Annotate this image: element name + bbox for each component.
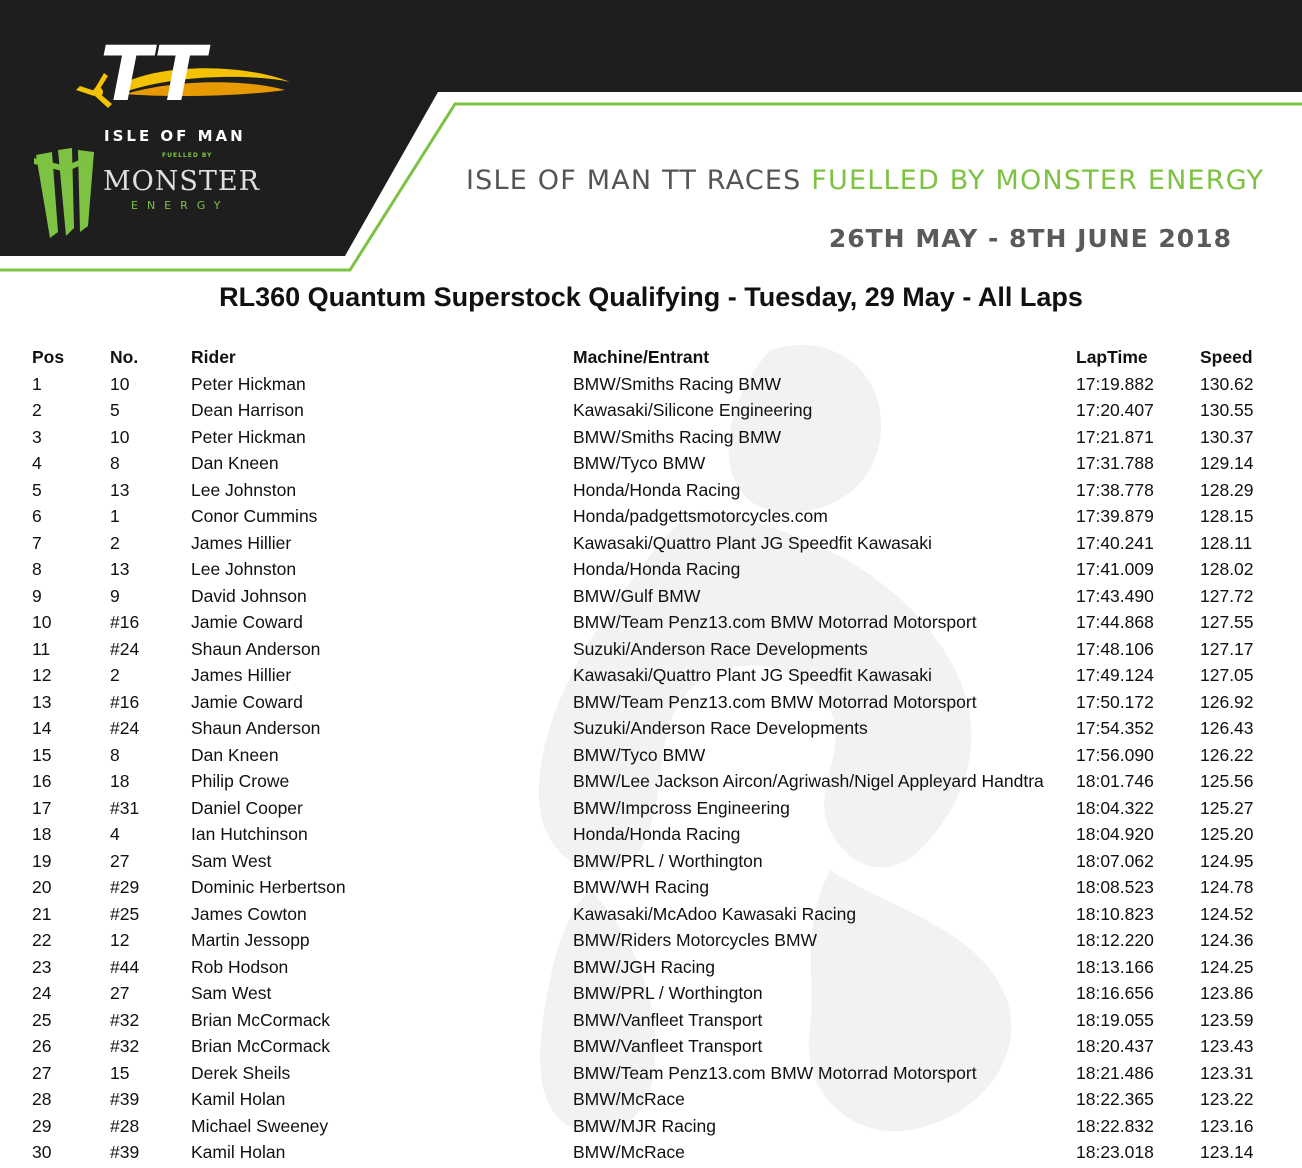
cell-rider: Jamie Coward: [191, 612, 303, 632]
cell-rider: Dan Kneen: [191, 744, 279, 765]
cell-speed: 123.22: [1200, 1089, 1254, 1109]
cell-pos: 19: [32, 850, 52, 871]
table-row: [0, 795, 1302, 822]
cell-pos: 23: [32, 956, 52, 977]
column-header-machine: Machine/Entrant: [573, 347, 710, 367]
cell-number: 10: [110, 373, 130, 394]
table-body: [0, 371, 1302, 1166]
cell-rider: Shaun Anderson: [191, 638, 321, 659]
cell-pos: 18: [32, 824, 52, 844]
cell-rider: Sam West: [191, 850, 272, 871]
cell-speed: 126.22: [1200, 744, 1254, 765]
table-row: [0, 954, 1302, 981]
cell-rider: Jamie Coward: [191, 691, 303, 712]
cell-number: 27: [110, 850, 130, 871]
cell-pos: 21: [32, 903, 52, 924]
cell-number: #24: [110, 638, 140, 659]
cell-laptime: 18:22.832: [1076, 1115, 1154, 1136]
cell-speed: 124.36: [1200, 930, 1254, 950]
cell-number: 1: [110, 506, 120, 526]
cell-number: #16: [110, 691, 140, 712]
cell-speed: 123.16: [1200, 1115, 1254, 1136]
cell-speed: 123.31: [1200, 1062, 1254, 1083]
cell-number: 5: [110, 400, 120, 420]
cell-machine: Kawasaki/Silicone Engineering: [573, 400, 813, 420]
cell-machine: Honda/Honda Racing: [573, 824, 741, 844]
cell-laptime: 17:40.241: [1076, 532, 1154, 553]
cell-pos: 26: [32, 1036, 52, 1056]
cell-pos: 3: [32, 426, 42, 447]
cell-rider: Lee Johnston: [191, 479, 297, 500]
cell-pos: 6: [32, 506, 42, 526]
cell-pos: 27: [32, 1062, 52, 1083]
table-row: [0, 662, 1302, 689]
cell-rider: Ian Hutchinson: [191, 824, 308, 844]
cell-laptime: 18:08.523: [1076, 877, 1154, 897]
table-row: [0, 715, 1302, 742]
cell-laptime: 18:04.322: [1076, 797, 1154, 818]
cell-machine: BMW/PRL / Worthington: [573, 983, 763, 1003]
cell-machine: Honda/Honda Racing: [573, 479, 741, 500]
table-row: [0, 1060, 1302, 1087]
cell-machine: Kawasaki/Quattro Plant JG Speedfit Kawasaki: [573, 665, 932, 685]
cell-machine: BMW/Vanfleet Transport: [573, 1009, 763, 1030]
cell-pos: 11: [32, 638, 51, 659]
cell-laptime: 17:21.871: [1076, 426, 1154, 447]
event-title-sponsor: FUELLED BY MONSTER ENERGY: [811, 165, 1265, 196]
cell-pos: 28: [32, 1089, 52, 1109]
cell-laptime: 17:44.868: [1076, 612, 1154, 632]
event-title: [466, 165, 1264, 196]
cell-rider: Lee Johnston: [191, 559, 297, 579]
cell-speed: 129.14: [1200, 453, 1254, 473]
cell-number: 8: [110, 453, 120, 473]
cell-machine: BMW/Team Penz13.com BMW Motorrad Motorsport: [573, 612, 977, 632]
table-row: [0, 397, 1302, 424]
cell-rider: Conor Cummins: [191, 506, 318, 526]
cell-laptime: 18:07.062: [1076, 850, 1154, 871]
cell-machine: BMW/WH Racing: [573, 877, 710, 897]
cell-laptime: 17:49.124: [1076, 665, 1154, 685]
table-row: [0, 477, 1302, 504]
cell-laptime: 17:56.090: [1076, 744, 1154, 765]
results-table: [0, 344, 1302, 1166]
cell-speed: 130.37: [1200, 426, 1254, 447]
cell-speed: 126.92: [1200, 691, 1254, 712]
cell-pos: 9: [32, 585, 42, 606]
cell-speed: 128.11: [1200, 532, 1253, 553]
table-row: [0, 450, 1302, 477]
cell-number: 8: [110, 744, 120, 765]
cell-pos: 1: [32, 373, 42, 394]
cell-laptime: 17:20.407: [1076, 400, 1154, 420]
cell-machine: BMW/Tyco BMW: [573, 453, 706, 473]
cell-number: 18: [110, 771, 130, 791]
cell-rider: Dean Harrison: [191, 400, 304, 420]
cell-machine: BMW/PRL / Worthington: [573, 850, 763, 871]
cell-speed: 130.55: [1200, 400, 1254, 420]
cell-laptime: 17:48.106: [1076, 638, 1154, 659]
cell-number: #31: [110, 797, 140, 818]
cell-number: #24: [110, 718, 140, 738]
cell-pos: 24: [32, 983, 52, 1003]
cell-pos: 7: [32, 532, 42, 553]
cell-speed: 126.43: [1200, 718, 1254, 738]
cell-number: 2: [110, 532, 120, 553]
cell-number: #39: [110, 1089, 140, 1109]
cell-pos: 17: [32, 797, 52, 818]
cell-rider: Brian McCormack: [191, 1009, 331, 1030]
cell-speed: 128.15: [1200, 506, 1254, 526]
cell-number: #39: [110, 1142, 140, 1162]
cell-laptime: 18:21.486: [1076, 1062, 1154, 1083]
cell-pos: 16: [32, 771, 52, 791]
cell-rider: Martin Jessopp: [191, 930, 310, 950]
cell-machine: BMW/MJR Racing: [573, 1115, 716, 1136]
cell-machine: BMW/Team Penz13.com BMW Motorrad Motorsport: [573, 1062, 977, 1083]
cell-rider: Dominic Herbertson: [191, 877, 346, 897]
cell-number: 9: [110, 585, 120, 606]
cell-machine: BMW/McRace: [573, 1089, 685, 1109]
table-row: [0, 1113, 1302, 1140]
cell-rider: Derek Sheils: [191, 1062, 291, 1083]
cell-machine: BMW/Smiths Racing BMW: [573, 426, 782, 447]
cell-speed: 123.14: [1200, 1142, 1254, 1162]
cell-pos: 30: [32, 1142, 52, 1162]
cell-rider: Kamil Holan: [191, 1089, 286, 1109]
cell-machine: Honda/Honda Racing: [573, 559, 741, 579]
cell-machine: BMW/Riders Motorcycles BMW: [573, 930, 818, 950]
table-row: [0, 768, 1302, 795]
cell-speed: 130.62: [1200, 373, 1254, 394]
table-row: [0, 503, 1302, 530]
cell-speed: 125.56: [1200, 771, 1254, 791]
cell-rider: Rob Hodson: [191, 956, 289, 977]
table-row: [0, 901, 1302, 928]
table-row: [0, 636, 1302, 663]
cell-rider: James Hillier: [191, 532, 292, 553]
cell-speed: 123.59: [1200, 1009, 1254, 1030]
cell-number: #28: [110, 1115, 140, 1136]
cell-number: #32: [110, 1009, 140, 1030]
cell-rider: Kamil Holan: [191, 1142, 286, 1162]
cell-rider: Michael Sweeney: [191, 1115, 329, 1136]
page-header: [0, 0, 1302, 280]
cell-machine: BMW/McRace: [573, 1142, 685, 1162]
energy-logo-text: ENERGY: [131, 199, 230, 212]
cell-speed: 124.52: [1200, 903, 1254, 924]
cell-pos: 12: [32, 665, 52, 685]
column-header-laptime: LapTime: [1076, 347, 1148, 367]
table-row: [0, 583, 1302, 610]
cell-speed: 127.17: [1200, 638, 1254, 659]
event-dates: 26TH MAY - 8TH JUNE 2018: [828, 224, 1232, 253]
table-row: [0, 821, 1302, 848]
cell-number: 13: [110, 479, 130, 500]
cell-speed: 125.27: [1200, 797, 1254, 818]
cell-speed: 123.43: [1200, 1036, 1254, 1056]
cell-laptime: 17:38.778: [1076, 479, 1154, 500]
cell-speed: 125.20: [1200, 824, 1254, 844]
cell-laptime: 17:54.352: [1076, 718, 1154, 738]
cell-pos: 29: [32, 1115, 52, 1136]
table-row: [0, 556, 1302, 583]
session-title: RL360 Quantum Superstock Qualifying - Tuesday, 29 May - All Laps: [219, 282, 1083, 312]
cell-rider: James Cowton: [191, 903, 307, 924]
cell-rider: Daniel Cooper: [191, 797, 303, 818]
cell-number: #29: [110, 877, 140, 897]
cell-laptime: 18:16.656: [1076, 983, 1154, 1003]
cell-pos: 13: [32, 691, 52, 712]
cell-number: 27: [110, 983, 130, 1003]
cell-machine: Suzuki/Anderson Race Developments: [573, 718, 868, 738]
cell-speed: 127.72: [1200, 585, 1254, 606]
cell-rider: James Hillier: [191, 665, 292, 685]
table-row: [0, 424, 1302, 451]
cell-laptime: 17:41.009: [1076, 559, 1154, 579]
cell-rider: Shaun Anderson: [191, 718, 321, 738]
cell-machine: Honda/padgettsmotorcycles.com: [573, 506, 828, 526]
cell-laptime: 17:39.879: [1076, 506, 1154, 526]
cell-laptime: 18:04.920: [1076, 824, 1154, 844]
cell-machine: Kawasaki/Quattro Plant JG Speedfit Kawasaki: [573, 532, 932, 553]
cell-rider: Dan Kneen: [191, 453, 279, 473]
cell-laptime: 18:22.365: [1076, 1089, 1154, 1109]
fuelled-by-logo-text: FUELLED BY: [162, 152, 213, 159]
tt-logo-text: TT: [100, 29, 206, 118]
table-row: [0, 371, 1302, 398]
cell-pos: 22: [32, 930, 52, 950]
table-row: [0, 742, 1302, 769]
cell-speed: 124.25: [1200, 956, 1254, 977]
cell-pos: 20: [32, 877, 52, 897]
cell-pos: 25: [32, 1009, 52, 1030]
cell-speed: 124.95: [1200, 850, 1254, 871]
cell-pos: 5: [32, 479, 42, 500]
monster-logo-text: MONSTER: [103, 166, 260, 197]
table-row: [0, 530, 1302, 557]
cell-number: 15: [110, 1062, 130, 1083]
cell-number: #44: [110, 956, 140, 977]
cell-pos: 8: [32, 559, 42, 579]
cell-pos: 15: [32, 744, 52, 765]
table-row: [0, 1033, 1302, 1060]
table-row: [0, 1007, 1302, 1034]
cell-pos: 14: [32, 718, 52, 738]
cell-laptime: 18:01.746: [1076, 771, 1154, 791]
cell-machine: BMW/Tyco BMW: [573, 744, 706, 765]
cell-pos: 2: [32, 400, 42, 420]
cell-machine: BMW/Gulf BMW: [573, 585, 701, 606]
table-row: [0, 848, 1302, 875]
cell-machine: BMW/Team Penz13.com BMW Motorrad Motorsport: [573, 691, 977, 712]
cell-speed: 127.55: [1200, 612, 1254, 632]
cell-speed: 124.78: [1200, 877, 1254, 897]
event-title-main: ISLE OF MAN TT RACES: [466, 165, 812, 196]
cell-machine: BMW/Impcross Engineering: [573, 797, 790, 818]
cell-laptime: 17:50.172: [1076, 691, 1154, 712]
table-row: [0, 1139, 1302, 1166]
cell-machine: BMW/JGH Racing: [573, 956, 715, 977]
cell-number: 4: [110, 824, 120, 844]
cell-number: #25: [110, 903, 140, 924]
cell-rider: Peter Hickman: [191, 426, 306, 447]
cell-laptime: 18:19.055: [1076, 1009, 1154, 1030]
cell-rider: Sam West: [191, 983, 272, 1003]
table-row: [0, 1086, 1302, 1113]
cell-number: #16: [110, 612, 140, 632]
isle-of-man-logo-text: ISLE OF MAN: [104, 127, 246, 145]
cell-speed: 128.29: [1200, 479, 1254, 500]
cell-laptime: 18:20.437: [1076, 1036, 1154, 1056]
cell-machine: BMW/Smiths Racing BMW: [573, 373, 782, 394]
cell-laptime: 17:43.490: [1076, 585, 1154, 606]
cell-number: 13: [110, 559, 130, 579]
cell-rider: Philip Crowe: [191, 771, 290, 791]
cell-laptime: 18:10.823: [1076, 903, 1154, 924]
cell-pos: 4: [32, 453, 42, 473]
cell-rider: Brian McCormack: [191, 1036, 331, 1056]
cell-machine: BMW/Lee Jackson Aircon/Agriwash/Nigel Appleyard Handtra: [573, 771, 1044, 791]
table-row: [0, 980, 1302, 1007]
cell-laptime: 18:23.018: [1076, 1142, 1154, 1162]
column-header-speed: Speed: [1200, 347, 1253, 367]
cell-machine: BMW/Vanfleet Transport: [573, 1036, 763, 1056]
cell-speed: 128.02: [1200, 559, 1254, 579]
cell-laptime: 18:12.220: [1076, 930, 1154, 950]
cell-laptime: 17:19.882: [1076, 373, 1154, 394]
cell-number: 12: [110, 930, 130, 950]
column-header-no: No.: [110, 347, 139, 367]
table-row: [0, 689, 1302, 716]
cell-rider: David Johnson: [191, 585, 307, 606]
table-header-row: [0, 344, 1302, 371]
column-header-rider: Rider: [191, 347, 236, 367]
cell-number: #32: [110, 1036, 140, 1056]
column-header-pos: Pos: [32, 347, 65, 367]
table-row: [0, 927, 1302, 954]
cell-rider: Peter Hickman: [191, 373, 306, 394]
cell-speed: 123.86: [1200, 983, 1254, 1003]
cell-number: 2: [110, 665, 120, 685]
cell-machine: Suzuki/Anderson Race Developments: [573, 638, 868, 659]
cell-laptime: 18:13.166: [1076, 956, 1154, 977]
table-row: [0, 609, 1302, 636]
cell-laptime: 17:31.788: [1076, 453, 1154, 473]
cell-number: 10: [110, 426, 130, 447]
table-row: [0, 874, 1302, 901]
cell-pos: 10: [32, 612, 52, 632]
cell-speed: 127.05: [1200, 665, 1254, 685]
cell-machine: Kawasaki/McAdoo Kawasaki Racing: [573, 903, 857, 924]
